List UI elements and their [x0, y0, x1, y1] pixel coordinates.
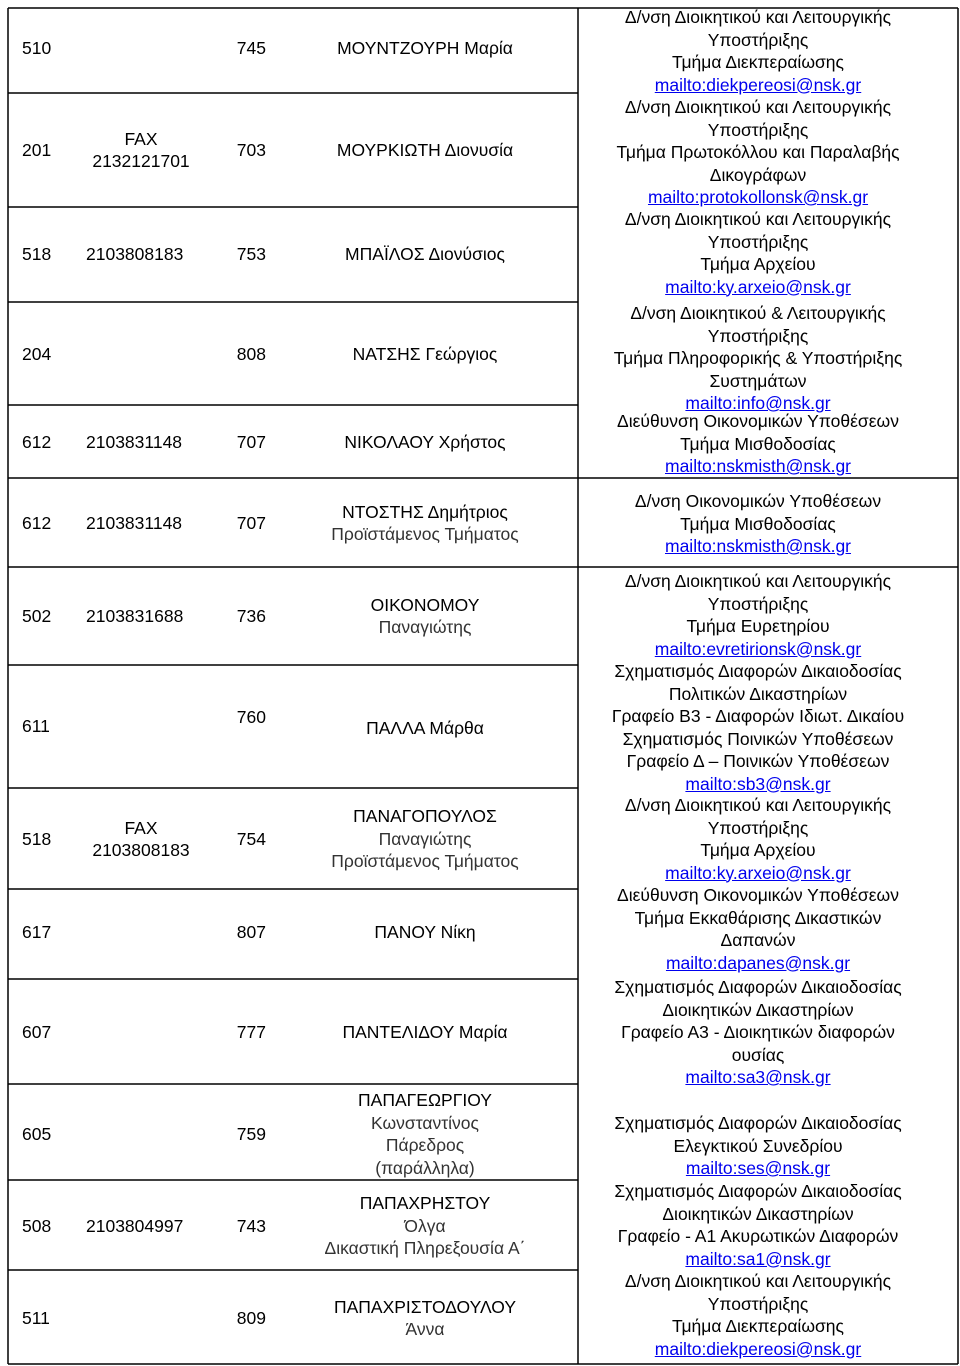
- department-line: Τμήμα Ευρετηρίου: [686, 616, 830, 636]
- department-line: Γραφείο Δ – Ποινικών Υποθέσεων: [626, 751, 890, 771]
- department-line: Γραφείο Β3 - Διαφορών Ιδιωτ. Δικαίου: [611, 706, 905, 726]
- room-number: 611: [22, 715, 50, 736]
- department-line: Τμήμα Μισθοδοσίας: [680, 433, 836, 454]
- employee-title: Προϊστάμενος Τμήματος: [331, 851, 519, 872]
- email-link[interactable]: mailto:sb3@nsk.gr: [685, 773, 831, 794]
- phone-extension: 760: [236, 706, 266, 727]
- phone-extension: 745: [236, 37, 266, 58]
- employee-name: ΠΑΝΑΓΟΠΟΥΛΟΣ: [353, 806, 497, 827]
- department-line: Γραφείο Α3 - Διοικητικών διαφορών: [621, 1022, 895, 1042]
- phone-extension: 707: [236, 512, 266, 533]
- department-line: Τμήμα Πληροφορικής & Υποστήριξης: [613, 348, 903, 368]
- email-link[interactable]: mailto:info@nsk.gr: [685, 393, 831, 413]
- employee-title: Παναγιώτης: [378, 828, 472, 849]
- email-link[interactable]: mailto:dapanes@nsk.gr: [665, 952, 851, 973]
- department-line: Δ/νση Οικονομικών Υποθέσεων: [634, 491, 882, 511]
- room-number: 607: [22, 1021, 52, 1042]
- employee-title: Όλγα: [404, 1215, 446, 1236]
- department-line: Σχηματισμός Ποινικών Υποθέσεων: [622, 728, 894, 749]
- department-line: Τμήμα Διεκπεραίωσης: [672, 1316, 844, 1336]
- department-line: Διοικητικών Δικαστηρίων: [662, 999, 854, 1020]
- room-number: 508: [22, 1215, 52, 1236]
- phone-extension: 736: [236, 605, 266, 626]
- department-line: Υποστήριξης: [707, 593, 809, 614]
- department-line: Δ/νση Διοικητικού και Λειτουργικής: [624, 97, 892, 117]
- room-number: 511: [22, 1307, 50, 1328]
- department-line: Δ/νση Διοικητικού & Λειτουργικής: [630, 303, 886, 323]
- employee-name: ΠΑΛΛΑ Μάρθα: [366, 717, 484, 738]
- department-line: Γραφείο - Α1 Ακυρωτικών Διαφορών: [617, 1226, 899, 1246]
- email-link[interactable]: mailto:evretirionsk@nsk.gr: [654, 638, 862, 659]
- room-number: 617: [22, 921, 52, 942]
- employee-name: ΝΙΚΟΛΑΟΥ Χρήστος: [344, 431, 506, 452]
- email-link[interactable]: mailto:nskmisth@nsk.gr: [664, 536, 852, 556]
- room-number: 510: [22, 37, 52, 58]
- department-line: Δ/νση Διοικητικού και Λειτουργικής: [624, 571, 892, 591]
- fax-number: 2103831148: [86, 431, 183, 452]
- employee-title: Παναγιώτης: [378, 617, 472, 637]
- room-number: 201: [22, 139, 52, 160]
- employee-title: Κωνσταντίνος: [371, 1112, 479, 1133]
- employee-name: ΠΑΠΑΧΡΗΣΤΟΥ: [359, 1193, 491, 1214]
- fax-number: 2103808183: [86, 243, 184, 264]
- employee-name: ΠΑΝΟΥ Νίκη: [374, 921, 476, 942]
- email-link[interactable]: mailto:ses@nsk.gr: [685, 1158, 831, 1178]
- fax-number: FAX: [124, 128, 158, 149]
- employee-title: (παράλληλα): [375, 1157, 475, 1178]
- department-line: Δ/νση Διοικητικού και Λειτουργικής: [624, 209, 892, 229]
- employee-name: ΟΙΚΟΝΟΜΟΥ: [370, 594, 480, 615]
- department-line: Σχηματισμός Διαφορών Δικαιοδοσίας: [614, 977, 902, 997]
- phone-extension: 809: [236, 1307, 266, 1328]
- phone-extension: 759: [236, 1123, 266, 1144]
- room-number: 612: [22, 431, 52, 452]
- employee-name: ΜΟΥΝΤΖΟΥΡΗ Μαρία: [337, 37, 513, 58]
- department-line: Τμήμα Αρχείου: [700, 840, 816, 860]
- department-line: Πολιτικών Δικαστηρίων: [668, 683, 848, 704]
- phone-extension: 703: [236, 139, 266, 160]
- room-number: 502: [22, 605, 52, 626]
- phone-extension: 777: [236, 1021, 266, 1042]
- employee-title: Δικαστική Πληρεξουσία Α΄: [324, 1238, 526, 1259]
- room-number: 605: [22, 1123, 52, 1144]
- employee-name: ΝΤΟΣΤΗΣ Δημήτριος: [342, 501, 508, 522]
- email-link[interactable]: mailto:diekpereosi@nsk.gr: [654, 74, 862, 95]
- department-line: Τμήμα Διεκπεραίωσης: [672, 52, 844, 72]
- employee-name: ΠΑΠΑΓΕΩΡΓΙΟΥ: [358, 1090, 492, 1110]
- department-line: Τμήμα Πρωτοκόλλου και Παραλαβής: [616, 142, 900, 162]
- phone-extension: 807: [236, 921, 266, 942]
- phone-extension: 808: [236, 343, 266, 364]
- fax-number: 2103804997: [86, 1215, 184, 1236]
- email-link[interactable]: mailto:protokollonsk@nsk.gr: [647, 187, 869, 207]
- fax-number: 2132121701: [92, 151, 190, 171]
- room-number: 612: [22, 512, 52, 533]
- employee-title: Πάρεδρος: [385, 1135, 465, 1155]
- department-line: Δ/νση Διοικητικού και Λειτουργικής: [624, 7, 892, 27]
- fax-number: 2103831148: [86, 512, 183, 533]
- phone-extension: 707: [236, 431, 266, 452]
- employee-title: Προϊστάμενος Τμήματος: [331, 524, 519, 544]
- employee-name: ΜΠΑΪΛΟΣ Διονύσιος: [345, 243, 505, 264]
- department-line: Διεύθυνση Οικονομικών Υποθέσεων: [617, 885, 899, 905]
- department-line: Υποστήριξης: [707, 1293, 809, 1314]
- room-number: 518: [22, 828, 52, 849]
- department-line: Δαπανών: [720, 930, 796, 950]
- email-link[interactable]: mailto:ky.arxeio@nsk.gr: [665, 862, 851, 883]
- department-line: Διεύθυνση Οικονομικών Υποθέσεων: [617, 411, 899, 431]
- email-link[interactable]: mailto:sa3@nsk.gr: [685, 1067, 831, 1087]
- email-link[interactable]: mailto:ky.arxeio@nsk.gr: [665, 276, 851, 297]
- department-line: Τμήμα Μισθοδοσίας: [680, 513, 836, 534]
- department-line: Διοικητικών Δικαστηρίων: [662, 1203, 854, 1224]
- department-line: Δ/νση Διοικητικού και Λειτουργικής: [624, 1271, 892, 1291]
- email-link[interactable]: mailto:sa1@nsk.gr: [685, 1248, 831, 1269]
- email-link[interactable]: mailto:nskmisth@nsk.gr: [664, 456, 852, 476]
- department-line: Σχηματισμός Διαφορών Δικαιοδοσίας: [614, 661, 902, 681]
- employee-name: ΝΑΤΣΗΣ Γεώργιος: [352, 343, 498, 364]
- department-line: Συστημάτων: [709, 370, 807, 391]
- department-line: Ελεγκτικού Συνεδρίου: [673, 1135, 843, 1156]
- room-number: 204: [22, 343, 52, 364]
- department-line: Δ/νση Διοικητικού και Λειτουργικής: [624, 795, 892, 815]
- department-line: Υποστήριξης: [707, 29, 809, 50]
- department-line: Υποστήριξης: [707, 119, 809, 140]
- employee-name: ΠΑΠΑΧΡΙΣΤΟΔΟΥΛΟΥ: [333, 1296, 517, 1317]
- department-line: Σχηματισμός Διαφορών Δικαιοδοσίας: [614, 1181, 902, 1201]
- employee-name: ΜΟΥΡΚΙΩΤΗ Διονυσία: [336, 139, 514, 160]
- department-line: Δικογράφων: [709, 164, 807, 185]
- department-line: Υποστήριξης: [707, 325, 809, 346]
- department-line: Τμήμα Εκκαθάρισης Δικαστικών: [634, 907, 882, 928]
- department-line: Τμήμα Αρχείου: [700, 254, 816, 274]
- department-line: ουσίας: [731, 1044, 785, 1065]
- department-line: Υποστήριξης: [707, 817, 809, 838]
- fax-number: 2103831688: [86, 605, 184, 626]
- phone-extension: 754: [236, 828, 266, 849]
- department-line: Σχηματισμός Διαφορών Δικαιοδοσίας: [614, 1113, 902, 1133]
- fax-number: FAX: [124, 817, 158, 838]
- phone-extension: 743: [236, 1215, 266, 1236]
- fax-number: 2103808183: [92, 840, 190, 860]
- employee-name: ΠΑΝΤΕΛΙΔΟΥ Μαρία: [342, 1021, 508, 1042]
- employee-title: Άννα: [405, 1319, 445, 1339]
- email-link[interactable]: mailto:diekpereosi@nsk.gr: [654, 1338, 862, 1359]
- department-line: Υποστήριξης: [707, 231, 809, 252]
- room-number: 518: [22, 243, 52, 264]
- phone-extension: 753: [236, 243, 266, 264]
